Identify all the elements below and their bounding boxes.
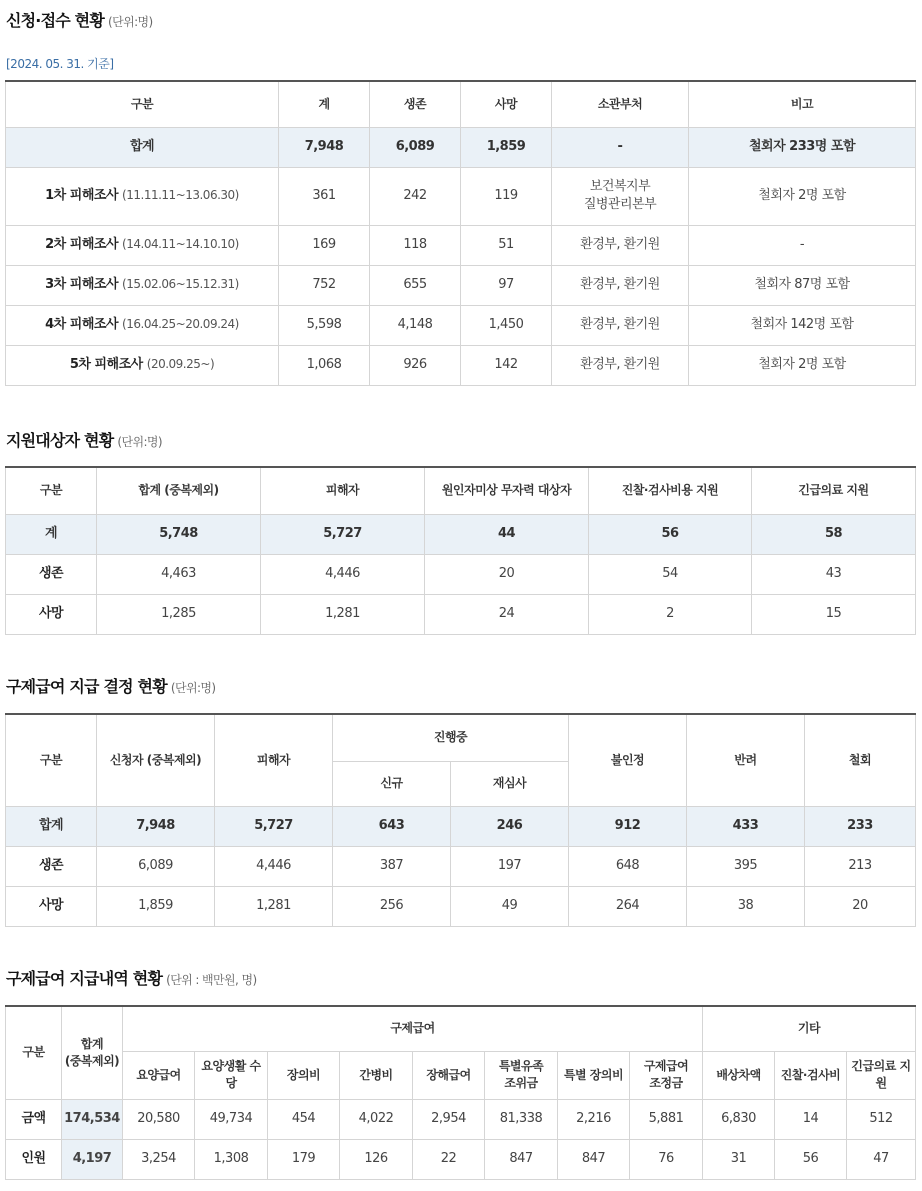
table-cell: 433 <box>687 806 805 846</box>
header-total-dedup <box>62 1006 123 1099</box>
cell-alive: 118 <box>370 225 461 265</box>
table-row <box>6 806 916 846</box>
cell-dead: 1,859 <box>461 127 552 167</box>
header-category: 구분 <box>6 1006 62 1099</box>
table-row <box>6 554 916 594</box>
table-cell: 512 <box>847 1099 916 1139</box>
cell-total: 7,948 <box>279 127 370 167</box>
table-cell: 454 <box>268 1099 340 1139</box>
table-cell: 20 <box>425 554 589 594</box>
table-cell: 197 <box>451 846 569 886</box>
row-category: 합계 <box>6 806 97 846</box>
cell-alive: 4,148 <box>370 305 461 345</box>
header-withdrawn: 철회 <box>805 714 916 806</box>
table-header-row <box>6 1006 916 1051</box>
table-cell: 1,308 <box>195 1139 268 1179</box>
cell-department: 환경부, 환기원 <box>552 265 689 305</box>
header-relief: 구제급여 <box>123 1006 703 1051</box>
reference-date: [2024. 05. 31. 기준] <box>6 57 114 71</box>
header-item: 배상차액 <box>703 1051 775 1099</box>
table-row <box>6 305 916 345</box>
header-alive: 생존 <box>370 81 461 127</box>
table-cell: 1,281 <box>215 886 333 926</box>
table-row <box>6 846 916 886</box>
table-cell: 6,830 <box>703 1099 775 1139</box>
table-cell: 2,954 <box>413 1099 485 1139</box>
table-row <box>6 514 916 554</box>
header-item: 진찰·검사비 <box>775 1051 847 1099</box>
table-cell: 126 <box>340 1139 413 1179</box>
row-period: (15.02.06~15.12.31) <box>122 276 239 291</box>
table-cell: 81,338 <box>485 1099 558 1139</box>
section2-title-text: 지원대상자 현황 <box>6 431 114 450</box>
table-cell: 643 <box>333 806 451 846</box>
row-category <box>6 305 279 345</box>
cell-total: 361 <box>279 167 370 225</box>
section3-unit: (단위:명) <box>170 681 216 695</box>
section2-title <box>6 428 162 451</box>
cell-note: 철회자 2명 포함 <box>689 167 916 225</box>
section3-title <box>6 674 215 697</box>
cell-note: 철회자 2명 포함 <box>689 345 916 385</box>
cell-dead: 51 <box>461 225 552 265</box>
header-unknown-cause: 원인자미상 무자력 대상자 <box>425 467 589 514</box>
header-total-text: 합계 (중복제외) <box>64 1036 120 1068</box>
table-cell: 1,285 <box>97 594 261 634</box>
header-item: 장해급여 <box>413 1051 485 1099</box>
row-period: (16.04.25~20.09.24) <box>122 316 239 331</box>
row-label: 합계 <box>129 138 155 154</box>
cell-alive: 6,089 <box>370 127 461 167</box>
header-in-progress: 진행중 <box>333 714 569 761</box>
cell-dead: 142 <box>461 345 552 385</box>
table-cell: 49,734 <box>195 1099 268 1139</box>
header-total: 계 <box>279 81 370 127</box>
cell-total: 752 <box>279 265 370 305</box>
header-item: 요양급여 <box>123 1051 195 1099</box>
cell-dead: 119 <box>461 167 552 225</box>
header-exam-cost: 진찰·검사비용 지원 <box>589 467 752 514</box>
row-category: 생존 <box>6 846 97 886</box>
header-item: 간병비 <box>340 1051 413 1099</box>
table-row <box>6 225 916 265</box>
row-category: 생존 <box>6 554 97 594</box>
table-cell: 4,446 <box>261 554 425 594</box>
table-cell: 387 <box>333 846 451 886</box>
table-cell: 31 <box>703 1139 775 1179</box>
cell-note: - <box>689 225 916 265</box>
table-cell: 49 <box>451 886 569 926</box>
table-subheader-row <box>6 1051 916 1099</box>
cell-alive: 242 <box>370 167 461 225</box>
header-emergency: 긴급의료 지원 <box>752 467 916 514</box>
table-cell: 246 <box>451 806 569 846</box>
cell-total: 5,598 <box>279 305 370 345</box>
header-victims: 피해자 <box>261 467 425 514</box>
cell-note: 철회자 233명 포함 <box>689 127 916 167</box>
table-header-row <box>6 81 916 127</box>
header-total-dedup: 합계 (중복제외) <box>97 467 261 514</box>
header-new: 신규 <box>333 761 451 806</box>
table-cell: 2 <box>589 594 752 634</box>
cell-total: 4,197 <box>62 1139 123 1179</box>
row-category: 인원 <box>6 1139 62 1179</box>
header-item: 특별 장의비 <box>558 1051 630 1099</box>
table-cell: 179 <box>268 1139 340 1179</box>
header-victims: 피해자 <box>215 714 333 806</box>
row-category: 사망 <box>6 886 97 926</box>
table-cell: 44 <box>425 514 589 554</box>
row-category <box>6 127 279 167</box>
cell-note: 철회자 87명 포함 <box>689 265 916 305</box>
table-cell: 648 <box>569 846 687 886</box>
header-item: 특별유족 조위금 <box>485 1051 558 1099</box>
table-row <box>6 167 916 225</box>
table-cell: 43 <box>752 554 916 594</box>
table-cell: 20 <box>805 886 916 926</box>
table-cell: 4,463 <box>97 554 261 594</box>
row-category <box>6 225 279 265</box>
row-category: 사망 <box>6 594 97 634</box>
relief-decision-table <box>5 713 916 927</box>
table-cell: 3,254 <box>123 1139 195 1179</box>
cell-alive: 926 <box>370 345 461 385</box>
row-label: 3차 피해조사 <box>45 276 119 292</box>
table-cell: 395 <box>687 846 805 886</box>
cell-dead: 1,450 <box>461 305 552 345</box>
section1-title <box>6 8 153 31</box>
cell-note: 철회자 142명 포함 <box>689 305 916 345</box>
table-cell: 912 <box>569 806 687 846</box>
row-period: (20.09.25~) <box>146 356 215 371</box>
section1-unit: (단위:명) <box>108 15 153 29</box>
header-department: 소관부처 <box>552 81 689 127</box>
row-category <box>6 345 279 385</box>
header-other: 기타 <box>703 1006 916 1051</box>
table-cell: 264 <box>569 886 687 926</box>
cell-department: 환경부, 환기원 <box>552 305 689 345</box>
header-item: 요양생활 수당 <box>195 1051 268 1099</box>
row-category: 계 <box>6 514 97 554</box>
table-header-row <box>6 714 916 761</box>
table-cell: 213 <box>805 846 916 886</box>
row-label: 1차 피해조사 <box>45 187 119 203</box>
section4-title-text: 구제급여 지급내역 현황 <box>6 969 163 988</box>
table-cell: 38 <box>687 886 805 926</box>
table-cell: 56 <box>775 1139 847 1179</box>
relief-payment-table <box>5 1005 916 1180</box>
row-label: 2차 피해조사 <box>45 236 119 252</box>
header-category: 구분 <box>6 714 97 806</box>
table-cell: 847 <box>485 1139 558 1179</box>
header-item: 구제급여 조정금 <box>630 1051 703 1099</box>
header-applicants: 신청자 (중복제외) <box>97 714 215 806</box>
row-label: 5차 피해조사 <box>69 356 143 372</box>
table-cell: 22 <box>413 1139 485 1179</box>
table-cell: 5,748 <box>97 514 261 554</box>
row-period: (11.11.11~13.06.30) <box>122 187 239 202</box>
header-rejected: 불인정 <box>569 714 687 806</box>
table-row <box>6 1139 916 1179</box>
table-cell: 58 <box>752 514 916 554</box>
header-item: 장의비 <box>268 1051 340 1099</box>
table-row <box>6 127 916 167</box>
table-cell: 5,881 <box>630 1099 703 1139</box>
cell-department: - <box>552 127 689 167</box>
table-row <box>6 345 916 385</box>
table-cell: 6,089 <box>97 846 215 886</box>
table-cell: 7,948 <box>97 806 215 846</box>
section1-title-text: 신청·접수 현황 <box>6 11 104 30</box>
table-cell: 14 <box>775 1099 847 1139</box>
cell-total: 174,534 <box>62 1099 123 1139</box>
table-cell: 24 <box>425 594 589 634</box>
table-row <box>6 886 916 926</box>
cell-total: 1,068 <box>279 345 370 385</box>
row-label: 4차 피해조사 <box>45 316 119 332</box>
row-category <box>6 265 279 305</box>
section2-unit: (단위:명) <box>117 435 162 449</box>
row-category: 금액 <box>6 1099 62 1139</box>
table-cell: 15 <box>752 594 916 634</box>
application-status-table <box>5 80 916 386</box>
header-category: 구분 <box>6 81 279 127</box>
table-cell: 233 <box>805 806 916 846</box>
cell-total: 169 <box>279 225 370 265</box>
header-category: 구분 <box>6 467 97 514</box>
table-row <box>6 265 916 305</box>
table-cell: 5,727 <box>215 806 333 846</box>
row-period: (14.04.11~14.10.10) <box>122 236 239 251</box>
table-cell: 47 <box>847 1139 916 1179</box>
section4-unit: (단위 : 백만원, 명) <box>166 973 257 987</box>
table-header-row <box>6 467 916 514</box>
row-category <box>6 167 279 225</box>
section4-title <box>6 966 257 989</box>
table-cell: 20,580 <box>123 1099 195 1139</box>
cell-dead: 97 <box>461 265 552 305</box>
table-cell: 4,446 <box>215 846 333 886</box>
table-row <box>6 1099 916 1139</box>
table-cell: 1,281 <box>261 594 425 634</box>
cell-alive: 655 <box>370 265 461 305</box>
table-cell: 4,022 <box>340 1099 413 1139</box>
table-cell: 5,727 <box>261 514 425 554</box>
header-item: 긴급의료 지원 <box>847 1051 916 1099</box>
table-cell: 76 <box>630 1139 703 1179</box>
table-cell: 56 <box>589 514 752 554</box>
table-cell: 1,859 <box>97 886 215 926</box>
header-dead: 사망 <box>461 81 552 127</box>
header-review: 재심사 <box>451 761 569 806</box>
table-row <box>6 594 916 634</box>
table-cell: 54 <box>589 554 752 594</box>
header-note: 비고 <box>689 81 916 127</box>
section3-title-text: 구제급여 지급 결정 현황 <box>6 677 167 696</box>
table-cell: 2,216 <box>558 1099 630 1139</box>
cell-department: 환경부, 환기원 <box>552 225 689 265</box>
support-target-table <box>5 466 916 635</box>
header-returned: 반려 <box>687 714 805 806</box>
cell-department: 보건복지부 질병관리본부 <box>552 167 689 225</box>
table-cell: 847 <box>558 1139 630 1179</box>
table-cell: 256 <box>333 886 451 926</box>
cell-department: 환경부, 환기원 <box>552 345 689 385</box>
